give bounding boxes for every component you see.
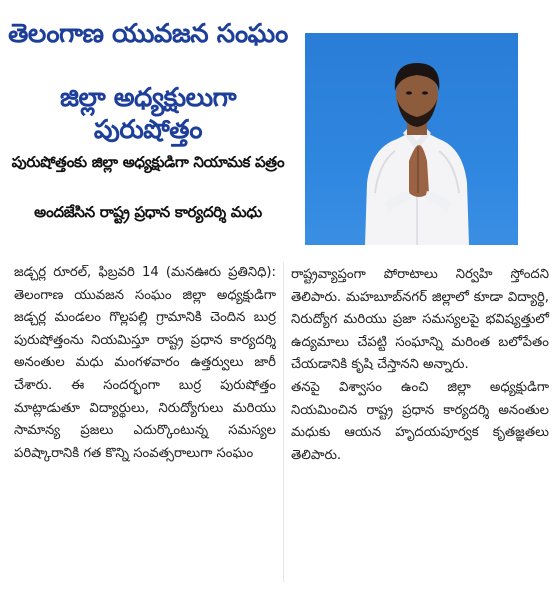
column-divider bbox=[283, 262, 284, 582]
headline-line-1: తెలంగాణ యువజన సంఘం bbox=[8, 19, 288, 49]
headline-line-2: జిల్లా అధ్యక్షులుగా పురుషోత్తం bbox=[59, 83, 237, 145]
article-paragraph-2: తనపై విశ్వాసం ఉంచి జిల్లా అధ్యక్షుడిగా నియమించిన రాష్ట్ర ప్రధాన కార్యదర్శి అనంతుల మధుకు ఆయన హృదయపూర్వక కృతజ్ఞతలు తెలిపారు. bbox=[291, 379, 549, 463]
subheadline-line-2: అందజేసిన రాష్ట్ర ప్రధాన కార్యదర్శి మధు bbox=[34, 203, 262, 221]
article-body-right-column bbox=[291, 264, 549, 467]
subheadline-line-1: పురుషోత్తంకు జిల్లా అధ్యక్షుడిగా నియామక పత్రం bbox=[11, 153, 285, 171]
man-folded-hands-illustration bbox=[305, 33, 518, 245]
article-body-left-column: జడ్చర్ల రూరల్, ఫిబ్రవరి 14 (మనఊరు ప్రతినిధి): తెలంగాణ యువజన సంఘం జిల్లా అధ్యక్షుడిగా జడ్చర్ల మండలం గొల్లపల్లి గ్రామానికి చెందిన బుర్ర పురుషోత్తంను నియమిస్తూ రాష్ట్ర ప్రధాన కార్యదర్శి అనంతుల మధు మంగళవారం ఉత్తర్వులు జారీ చేశారు. ఈ సందర్భంగా బుర్ర పురుషోత్తం మాట్లాడుతూ విద్యార్థులు, నిరుద్యోగులు మరియు సామాన్య ప్రజలు ఎదుర్కొంటున్న సమస్యల పరిష్కారానికి గత కొన్ని సంవత్సరాలుగా సంఘం bbox=[14, 265, 276, 461]
portrait-photo bbox=[305, 33, 518, 245]
article-paragraph-1: రాష్ట్రవ్యాప్తంగా పోరాటాలు నిర్వహి స్తోందని తెలిపారు. మహబూబ్‌నగర్ జిల్లాలో కూడా విద్యార్థి, నిరుద్యోగ మరియు ప్రజా సమస్యలపై భవిష్యత్తులో ఉద్యమాలు చేపట్టి సంఘాన్ని మరింత బలోపేతం చేయడానికి కృషి చేస్తానని అన్నారు. bbox=[291, 267, 549, 373]
